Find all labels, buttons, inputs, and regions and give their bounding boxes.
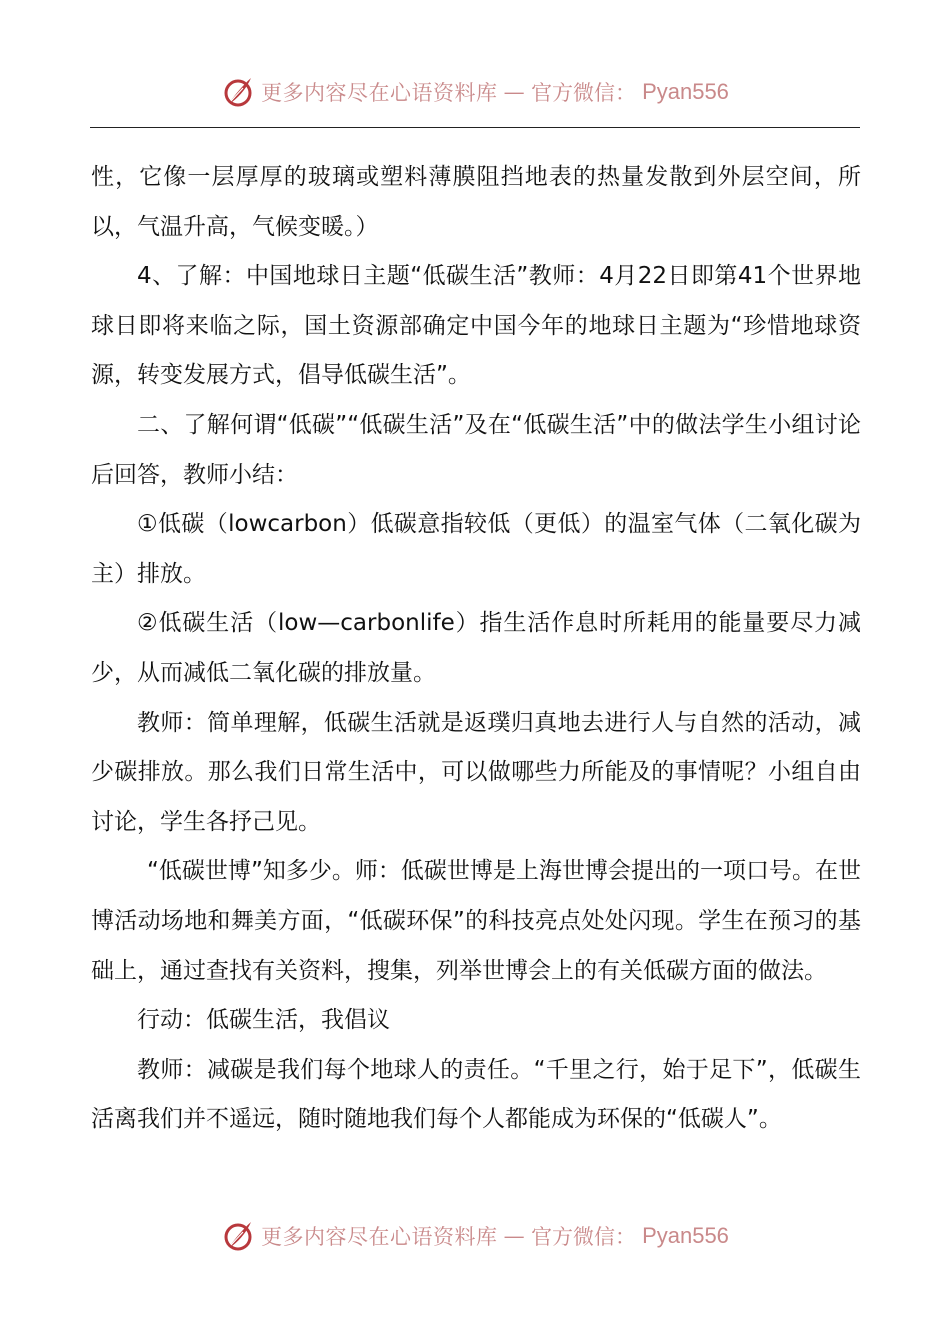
paragraph-continuation: 性，它像一层厚厚的玻璃或塑料薄膜阻挡地表的热量发散到外层空间，所以，气温升高，气候变暖。） (91, 164, 861, 240)
footer-brand (221, 1219, 729, 1253)
header-dash: — (503, 80, 526, 104)
paragraph-earth-day: 4、了解：中国地球日主题“低碳生活”教师：4月22日即第41个世界地球日即将来临之际，国土资源部确定中国今年的地球日主题为“珍惜地球资源，转变发展方式，倡导低碳生活”。 (91, 263, 861, 389)
header-divider (90, 127, 860, 128)
paragraph-teacher-closing: 教师：减碳是我们每个地球人的责任。“千里之行，始于足下”，低碳生活离我们并不遥远，随时随地我们每个人都能成为环保的“低碳人”。 (91, 1056, 861, 1133)
paragraph-section-two: 二、了解何谓“低碳”“低碳生活”及在“低碳生活”中的做法学生小组讨论后回答，教师小结： (91, 411, 861, 488)
header-brand (221, 75, 729, 109)
paragraph-expo: “低碳世博”知多少。师：低碳世博是上海世博会提出的一项口号。在世博活动场地和舞美方面，“低碳环保”的科技亮点处处闪现。学生在预习的基础上，通过查找有关资料，搜集，列举世博会上的有关低碳方面的做法。 (91, 858, 861, 984)
header-slogan: 更多内容尽在心语资料库 (261, 81, 498, 105)
quill-logo-icon (221, 1219, 255, 1253)
footer-wechat-id: Pyan556 (642, 1223, 729, 1248)
footer-wechat-label: 官方微信： (531, 1225, 637, 1249)
header-wechat-id: Pyan556 (642, 79, 729, 104)
paragraph-action: 行动：低碳生活，我倡议 (137, 1007, 390, 1034)
document-body (91, 153, 861, 1145)
page-header (0, 70, 950, 114)
footer-slogan: 更多内容尽在心语资料库 (261, 1225, 498, 1249)
paragraph-teacher-summary: 教师：简单理解，低碳生活就是返璞归真地去进行人与自然的活动，减少碳排放。那么我们日常生活中，可以做哪些力所能及的事情呢？小组自由讨论，学生各抒己见。 (91, 709, 861, 835)
footer-dash: — (503, 1224, 526, 1248)
page-footer (0, 1214, 950, 1258)
paragraph-low-carbon: ①低碳（lowcarbon）低碳意指较低（更低）的温室气体（二氧化碳为主）排放。 (91, 511, 861, 587)
header-wechat-label: 官方微信： (531, 81, 637, 105)
quill-logo-icon (221, 75, 255, 109)
paragraph-low-carbon-life: ②低碳生活（low—carbonlife）指生活作息时所耗用的能量要尽力减少，从而减低二氧化碳的排放量。 (91, 610, 861, 686)
